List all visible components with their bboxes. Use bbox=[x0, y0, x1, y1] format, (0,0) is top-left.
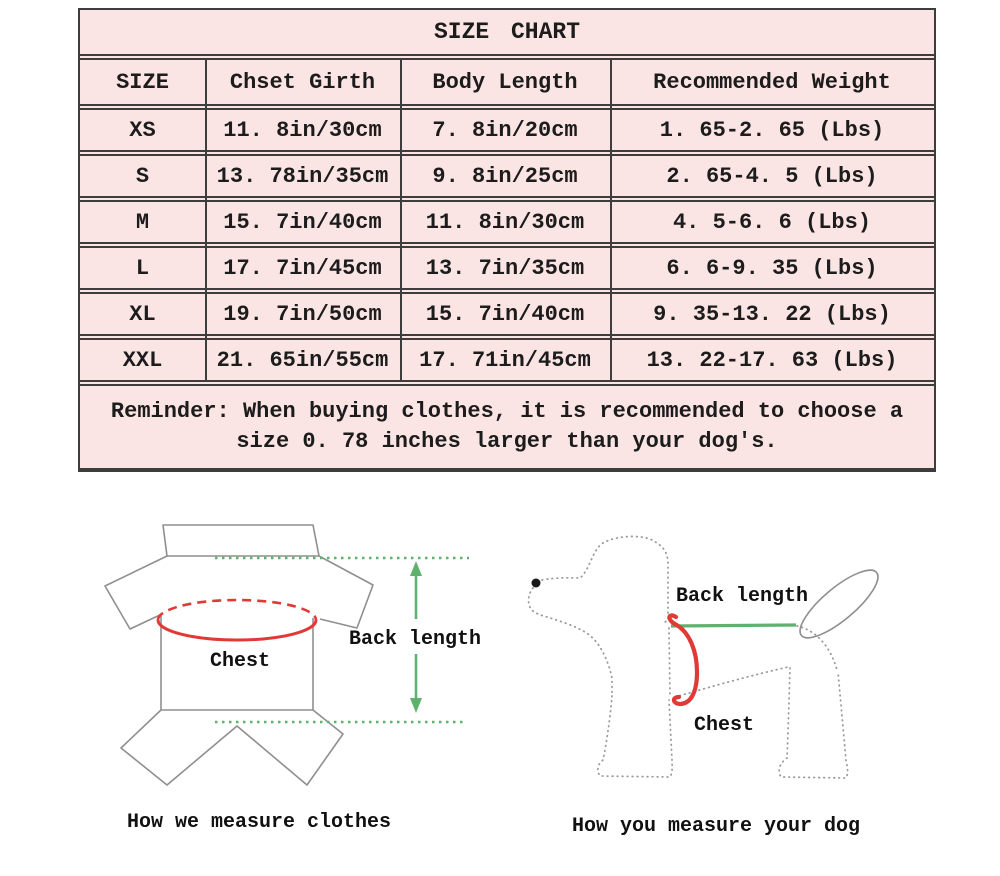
body-length-cell: 13. 7in/35cm bbox=[425, 255, 585, 281]
size-row-s bbox=[80, 154, 934, 198]
dog-caption: How you measure your dog bbox=[571, 815, 861, 838]
dog-outline bbox=[529, 536, 848, 778]
header-recommended-weight: Recommended Weight bbox=[653, 69, 891, 95]
size-cell: XS bbox=[129, 117, 156, 143]
size-row-m bbox=[80, 200, 934, 244]
chest-girth-cell: 15. 7in/40cm bbox=[223, 209, 382, 235]
clothes-caption: How we measure clothes bbox=[126, 811, 392, 834]
reminder-note bbox=[80, 384, 934, 470]
chest-girth-cell: 19. 7in/50cm bbox=[223, 301, 382, 327]
body-length-cell: 15. 7in/40cm bbox=[425, 301, 585, 327]
weight-cell: 4. 5-6. 6 (Lbs) bbox=[672, 209, 872, 235]
dog-chest-label: Chest bbox=[693, 714, 755, 737]
table-title-row bbox=[80, 10, 934, 56]
size-row-xs bbox=[80, 108, 934, 152]
size-cell: XXL bbox=[122, 347, 163, 373]
back-measure-line bbox=[671, 625, 796, 626]
size-cell: M bbox=[135, 209, 150, 235]
column-divider bbox=[205, 58, 207, 382]
size-chart-table bbox=[78, 8, 936, 472]
body-length-cell: 7. 8in/20cm bbox=[432, 117, 578, 143]
size-row-xl bbox=[80, 292, 934, 336]
dog-measure-diagram bbox=[500, 520, 940, 820]
column-divider bbox=[610, 58, 612, 382]
chest-ellipse bbox=[158, 600, 316, 640]
size-cell: L bbox=[135, 255, 150, 281]
reminder-line-2: size 0. 78 inches larger than your dog's. bbox=[236, 429, 778, 454]
clothes-measure-diagram bbox=[85, 498, 505, 818]
dog-back-length-label: Back length bbox=[675, 585, 809, 608]
weight-cell: 13. 22-17. 63 (Lbs) bbox=[646, 347, 898, 373]
chest-girth-cell: 17. 7in/45cm bbox=[223, 255, 382, 281]
size-cell: S bbox=[135, 163, 150, 189]
body-length-cell: 17. 71in/45cm bbox=[419, 347, 591, 373]
header-chest-girth: Chset Girth bbox=[229, 69, 376, 95]
body-length-cell: 9. 8in/25cm bbox=[432, 163, 578, 189]
weight-cell: 9. 35-13. 22 (Lbs) bbox=[653, 301, 891, 327]
clothes-back-length-label: Back length bbox=[348, 628, 482, 651]
reminder-line-1: Reminder: When buying clothes, it is recommended to choose a bbox=[110, 399, 904, 424]
chest-girth-cell: 21. 65in/55cm bbox=[216, 347, 389, 373]
header-size: SIZE bbox=[116, 69, 169, 95]
weight-cell: 1. 65-2. 65 (Lbs) bbox=[659, 117, 885, 143]
table-header-row bbox=[80, 58, 934, 106]
size-cell: XL bbox=[129, 301, 156, 327]
dog-nose bbox=[532, 579, 541, 588]
size-row-xxl bbox=[80, 338, 934, 382]
clothes-chest-label: Chest bbox=[209, 650, 271, 673]
body-length-cell: 11. 8in/30cm bbox=[425, 209, 585, 235]
size-row-l bbox=[80, 246, 934, 290]
chest-girth-cell: 11. 8in/30cm bbox=[223, 117, 382, 143]
weight-cell: 2. 65-4. 5 (Lbs) bbox=[666, 163, 878, 189]
header-body-length: Body Length bbox=[432, 69, 578, 95]
table-title: SIZE CHART bbox=[433, 19, 581, 45]
column-divider bbox=[400, 58, 402, 382]
chest-band bbox=[669, 615, 697, 704]
weight-cell: 6. 6-9. 35 (Lbs) bbox=[666, 255, 878, 281]
chest-girth-cell: 13. 78in/35cm bbox=[216, 163, 389, 189]
